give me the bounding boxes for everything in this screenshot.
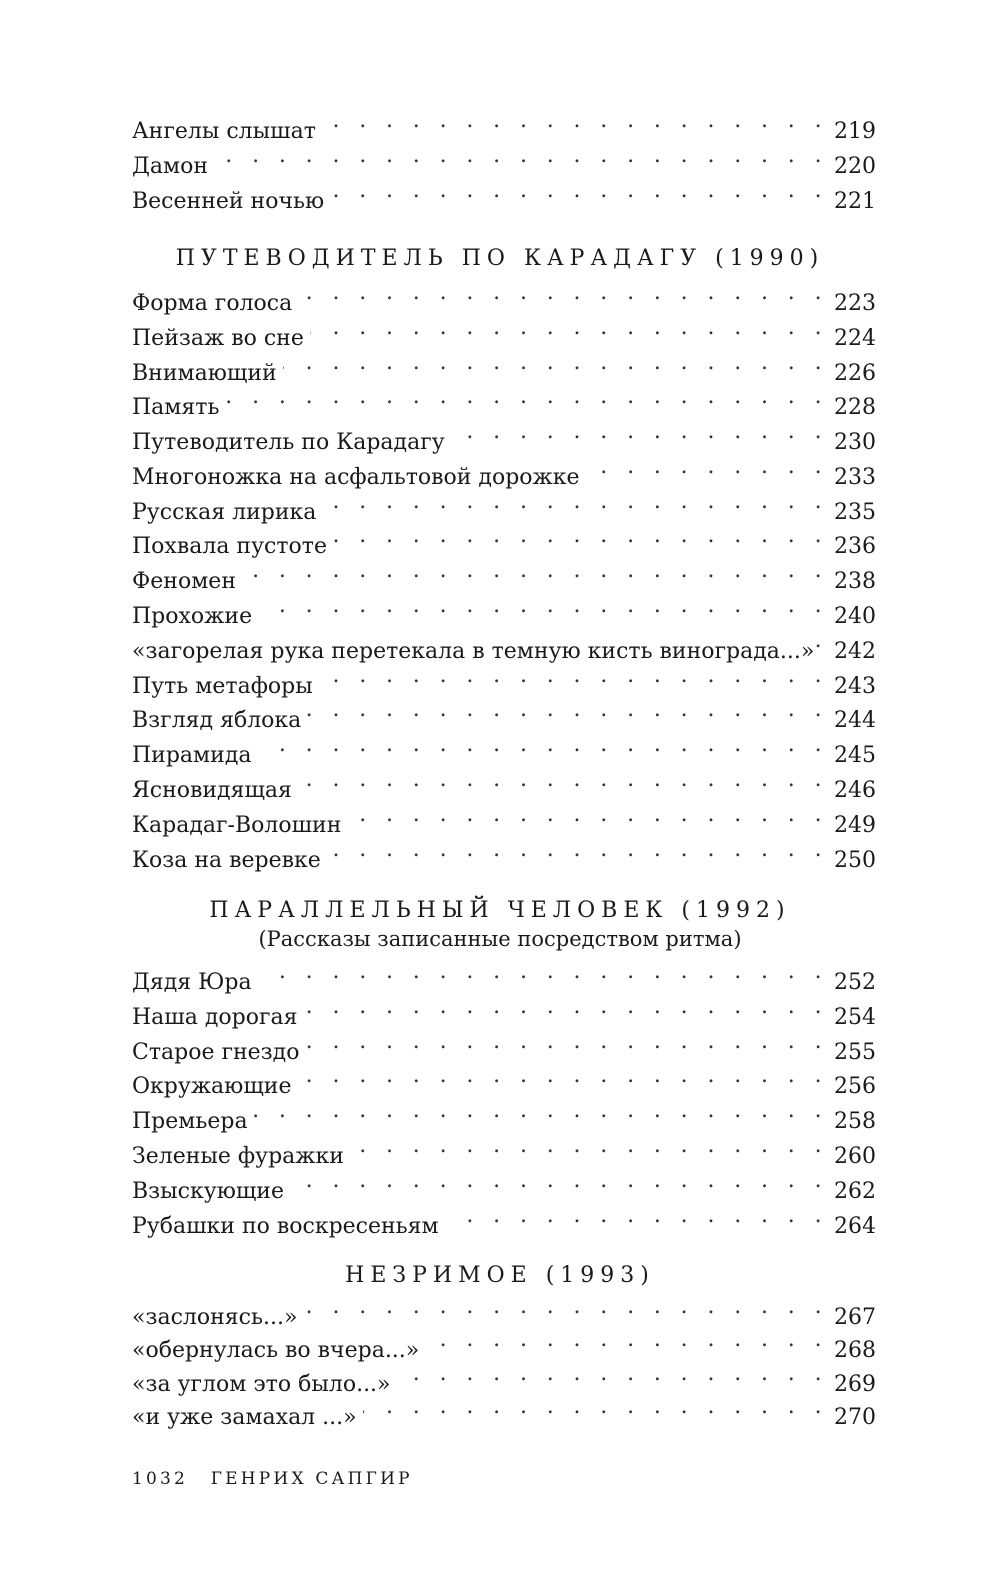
toc-entry-page: 224 (834, 326, 876, 351)
toc-entry-title: Русская лирика (132, 496, 322, 530)
toc-entry (132, 1025, 876, 1065)
toc-entry-page: 258 (834, 1109, 876, 1134)
toc-entry-title: Внимающий (132, 357, 283, 391)
toc-entry (132, 450, 876, 490)
toc-entry-title: Путеводитель по Карадагу (132, 426, 451, 460)
toc-entry-title: Многоножка на асфальтовой дорожке (132, 461, 586, 495)
toc-entry (132, 311, 876, 351)
footer-author: ГЕНРИХ САПГИР (210, 1469, 413, 1489)
toc-entry-page: 270 (834, 1405, 876, 1430)
toc-entry (132, 955, 876, 995)
toc-leader-dots (310, 311, 828, 345)
section-heading: НЕЗРИМОЕ (1993) (345, 1263, 655, 1288)
toc-entry-title: Путь метафоры (132, 670, 319, 704)
toc-entry-page: 255 (834, 1040, 876, 1065)
toc-leader-dots (298, 763, 828, 797)
toc-entry-title: Феномен (132, 565, 242, 599)
toc-entry (132, 990, 876, 1030)
toc-entry-page: 244 (834, 708, 876, 733)
toc-entry-page: 228 (834, 395, 876, 420)
toc-entry-page: 254 (834, 1005, 876, 1030)
toc-leader-dots (327, 833, 828, 867)
toc-entry (132, 1390, 876, 1430)
running-footer (132, 1466, 413, 1492)
toc-entry-page: 269 (834, 1372, 876, 1397)
toc-entry-page: 223 (834, 291, 876, 316)
toc-entry-page: 246 (834, 778, 876, 803)
toc-entry (132, 1357, 876, 1397)
toc-entry (132, 276, 876, 316)
toc-leader-dots (254, 1094, 828, 1128)
toc-leader-dots (451, 415, 828, 449)
toc-entry (132, 728, 876, 768)
toc-entry (132, 763, 876, 803)
toc-entry (132, 1290, 876, 1330)
toc-entry (132, 1129, 876, 1169)
toc-leader-dots (322, 485, 828, 519)
toc-entry-title: Старое гнездо (132, 1036, 305, 1070)
toc-entry-page: 250 (834, 848, 876, 873)
toc-leader-dots (363, 1390, 828, 1424)
toc-entry-page: 245 (834, 743, 876, 768)
toc-entry (132, 589, 876, 629)
toc-leader-dots (445, 1199, 828, 1233)
toc-entry (132, 1059, 876, 1099)
toc-entry-page: 267 (834, 1305, 876, 1330)
toc-entry (132, 485, 876, 525)
toc-entry-page: 243 (834, 674, 876, 699)
toc-entry-page: 249 (834, 813, 876, 838)
toc-entry-title: Окружающие (132, 1070, 297, 1104)
toc-entry (132, 1323, 876, 1363)
section-heading: ПАРАЛЛЕЛЬНЫЙ ЧЕЛОВЕК (1992) (209, 898, 791, 923)
toc-leader-dots (333, 519, 828, 553)
toc-entry (132, 415, 876, 455)
toc-entry (132, 693, 876, 733)
toc-leader-dots (307, 693, 828, 727)
toc-entry-page: 233 (834, 465, 876, 490)
toc-entry (132, 554, 876, 594)
toc-entry-title: Пейзаж во сне (132, 322, 310, 356)
toc-entry (132, 1164, 876, 1204)
toc-leader-dots (330, 174, 828, 208)
toc-entry-title: Премьера (132, 1105, 254, 1139)
toc-leader-dots (258, 589, 828, 623)
section-subheading: (Рассказы записанные посредством ритма) (258, 927, 742, 951)
toc-entry-title: Взыскующие (132, 1175, 290, 1209)
toc-leader-dots (319, 659, 828, 693)
toc-leader-dots (397, 1357, 828, 1391)
toc-entry-page: 268 (834, 1338, 876, 1363)
toc-entry (132, 380, 876, 420)
toc-entry-title: «загорелая рука перетекала в темную кисть винограда...» (132, 635, 814, 669)
toc-entry (132, 1094, 876, 1134)
section-heading: ПУТЕВОДИТЕЛЬ ПО КАРАДАГУ (1990) (175, 246, 825, 271)
toc-leader-dots (814, 624, 828, 658)
toc-entry-page: 264 (834, 1214, 876, 1239)
toc-leader-dots (225, 380, 828, 414)
toc-entry-title: Наша дорогая (132, 1001, 304, 1035)
toc-leader-dots (303, 1290, 828, 1324)
toc-entry (132, 659, 876, 699)
toc-entry (132, 519, 876, 559)
toc-leader-dots (322, 104, 828, 138)
toc-entry-page: 240 (834, 604, 876, 629)
toc-entry (132, 139, 876, 179)
toc-entry-page: 220 (834, 154, 876, 179)
toc-entry-title: Память (132, 391, 225, 425)
toc-leader-dots (283, 346, 828, 380)
toc-entry-page: 262 (834, 1179, 876, 1204)
toc-entry-title: «заслонясь...» (132, 1301, 303, 1335)
toc-entry-title: Дамон (132, 150, 214, 184)
toc-entry-page: 260 (834, 1144, 876, 1169)
toc-entry-title: «и уже замахал ...» (132, 1401, 363, 1435)
toc-entry (132, 833, 876, 873)
toc-entry-page: 226 (834, 361, 876, 386)
toc-entry (132, 104, 876, 144)
toc-entry-title: Взгляд яблока (132, 704, 307, 738)
toc-entry-page: 235 (834, 500, 876, 525)
toc-entry-title: «обернулась во вчера...» (132, 1334, 425, 1368)
toc-entry-page: 238 (834, 569, 876, 594)
toc-entry-title: Ангелы слышат (132, 115, 322, 149)
toc-entry-title: «за углом это было...» (132, 1368, 397, 1402)
toc-leader-dots (297, 1059, 828, 1093)
toc-entry-title: Зеленые фуражки (132, 1140, 350, 1174)
toc-leader-dots (586, 450, 828, 484)
toc-leader-dots (214, 139, 828, 173)
toc-leader-dots (425, 1323, 828, 1357)
toc-entry-page: 230 (834, 430, 876, 455)
toc-entry (132, 798, 876, 838)
toc-leader-dots (258, 955, 828, 989)
toc-leader-dots (350, 1129, 828, 1163)
toc-entry-title: Форма голоса (132, 287, 298, 321)
toc-entry (132, 1199, 876, 1239)
toc-leader-dots (298, 276, 828, 310)
toc-entry-title: Пирамида (132, 739, 258, 773)
toc-entry-title: Дядя Юра (132, 966, 258, 1000)
toc-entry (132, 624, 876, 664)
toc-leader-dots (304, 990, 828, 1024)
toc-leader-dots (347, 798, 828, 832)
toc-leader-dots (242, 554, 828, 588)
toc-entry-title: Коза на веревке (132, 844, 327, 878)
folio-page-number: 1032 (132, 1469, 189, 1489)
toc-leader-dots (290, 1164, 828, 1198)
toc-entry-title: Похвала пустоте (132, 530, 333, 564)
toc-entry-page: 236 (834, 534, 876, 559)
toc-entry-page: 242 (834, 639, 876, 664)
toc-entry (132, 346, 876, 386)
toc-entry-page: 256 (834, 1074, 876, 1099)
toc-entry-title: Прохожие (132, 600, 258, 634)
toc-entry-title: Карадаг-Волошин (132, 809, 347, 843)
toc-entry-title: Рубашки по воскресеньям (132, 1210, 445, 1244)
toc-entry-title: Ясновидящая (132, 774, 298, 808)
toc-entry (132, 174, 876, 214)
toc-entry-page: 219 (834, 119, 876, 144)
toc-entry-page: 252 (834, 970, 876, 995)
toc-leader-dots (258, 728, 829, 762)
toc-leader-dots (305, 1025, 828, 1059)
toc-entry-title: Весенней ночью (132, 185, 330, 219)
toc-entry-page: 221 (834, 189, 876, 214)
